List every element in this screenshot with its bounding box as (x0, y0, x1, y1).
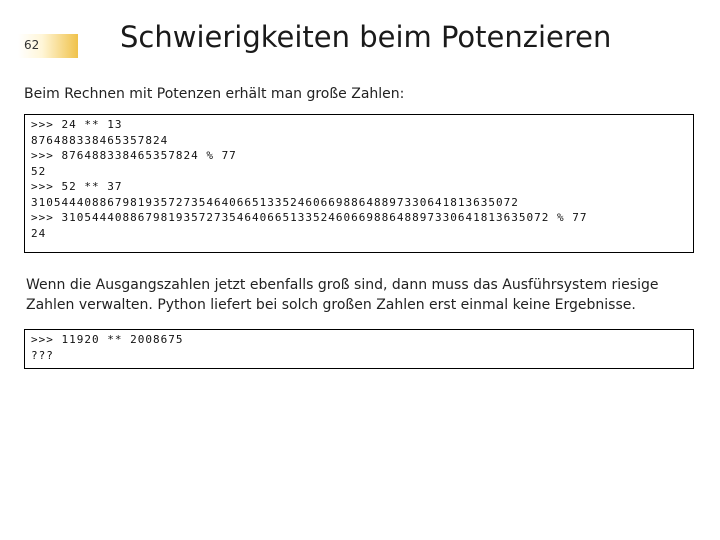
code-line: >>> 52 ** 37 (31, 180, 123, 193)
code-line: >>> 24 ** 13 (31, 118, 123, 131)
code-block-exponentiation (24, 114, 694, 253)
intro-text: Beim Rechnen mit Potenzen erhält man große Zahlen: (24, 86, 405, 102)
code-block-large-power (24, 329, 694, 369)
paragraph-line: Zahlen verwalten. Python liefert bei solch großen Zahlen erst einmal keine Ergebnisse. (26, 297, 636, 313)
code-line: 24 (31, 226, 47, 240)
code-line: 3105444088679819357273546406651335246066988648897330641813635072 (31, 195, 519, 209)
code-line: ??? (31, 348, 54, 362)
page-number-badge (18, 34, 78, 58)
code-line: 52 (31, 164, 47, 178)
explanation-paragraph (26, 275, 696, 315)
code-line: >>> 11920 ** 2008675 (31, 333, 184, 346)
slide-title: Schwierigkeiten beim Potenzieren (120, 20, 612, 54)
code-line: 876488338465357824 (31, 133, 169, 147)
page-number: 62 (24, 38, 40, 52)
paragraph-line: Wenn die Ausgangszahlen jetzt ebenfalls groß sind, dann muss das Ausführsystem riesige (26, 277, 659, 293)
code-line: >>> 3105444088679819357273546406651335246066988648897330641813635072 % 77 (31, 211, 588, 224)
code-line: >>> 876488338465357824 % 77 (31, 149, 237, 162)
